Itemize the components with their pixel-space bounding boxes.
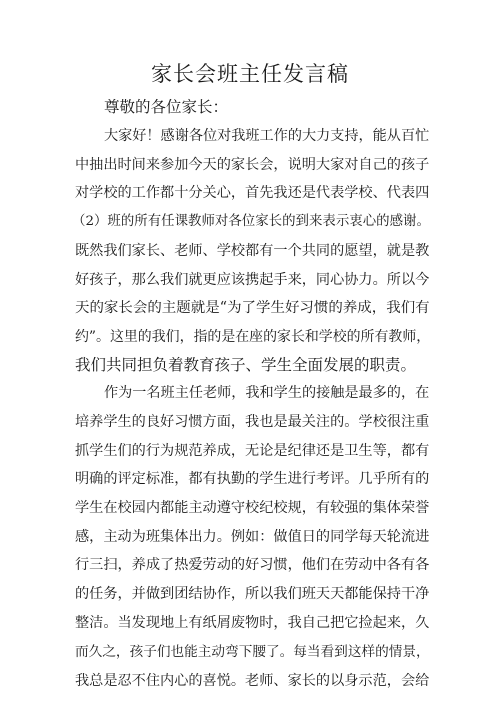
- body-line: 我总是忍不住内心的喜悦。老师、家长的以身示范，会给: [75, 673, 430, 689]
- body-line: 尊敬的各位家长：: [104, 98, 229, 116]
- body-line: 大家好！感谢各位对我班工作的大力支持，能从百忙: [104, 128, 430, 144]
- body-line: 整洁。当发现地上有纸屑废物时，我自己把它捡起来，久: [75, 615, 430, 631]
- body-line: 对学校的工作都十分关心，首先我还是代表学校、代表四: [75, 185, 430, 201]
- body-line: 作为一名班主任老师，我和学生的接触是最多的，在: [104, 385, 430, 401]
- body-line: 学生在校园内都能主动遵守校纪校规，有较强的集体荣誉: [75, 500, 430, 516]
- body-line: 明确的评定标准，都有执勤的学生进行考评。几乎所有的: [75, 471, 430, 487]
- body-line: 行三扫，养成了热爱劳动的好习惯，他们在劳动中各有各: [75, 557, 430, 573]
- body-line: 中抽出时间来参加今天的家长会，说明大家对自己的孩子: [75, 157, 430, 173]
- body-line: （2）班的所有任课教师对各位家长的到来表示衷心的感谢。: [72, 214, 430, 229]
- body-line: 培养学生的良好习惯方面，我也是最关注的。学校很注重: [75, 414, 430, 430]
- body-line: 约”。这里的我们，指的是在座的家长和学校的所有教师，: [75, 329, 431, 345]
- body-line: 我们共同担负着教育孩子、学生全面发展的职责。: [75, 356, 417, 374]
- body-line: 既然我们家长、老师、学校都有一个共同的愿望，就是教: [75, 243, 430, 259]
- body-line: 天的家长会的主题就是“为了学生好习惯的养成，我们有: [75, 300, 430, 316]
- body-line: 抓学生们的行为规范养成，无论是纪律还是卫生等，都有: [75, 443, 430, 459]
- body-line: 感，主动为班集体出力。例如：做值日的同学每天轮流进: [75, 529, 430, 545]
- body-line: 好孩子，那么我们就更应该携起手来，同心协力。所以今: [75, 272, 430, 288]
- body-line: 的任务，并做到团结协作，所以我们班天天都能保持干净: [75, 586, 430, 602]
- document-title: 家长会班主任发言稿: [151, 62, 349, 86]
- body-line: 而久之，孩子们也能主动弯下腰了。每当看到这样的情景，: [75, 644, 430, 660]
